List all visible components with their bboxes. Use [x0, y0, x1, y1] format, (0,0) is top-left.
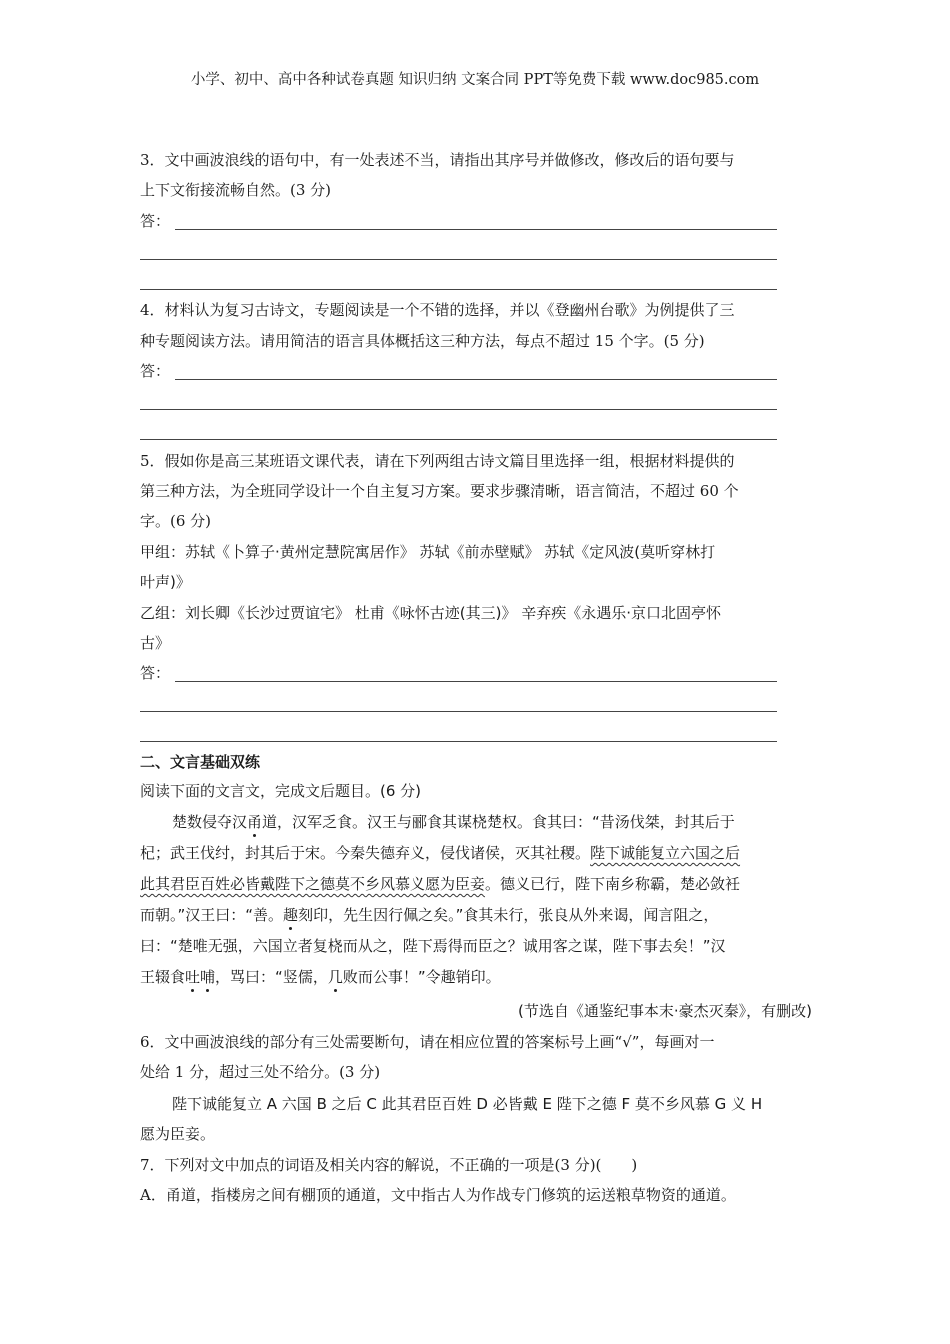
q7-option-a: A．甬道，指楼房之间有棚顶的通道，文中指古人为作战专门修筑的运送粮草物资的通道。: [140, 1186, 736, 1204]
q5-group-jia-line2: 叶声)》: [140, 573, 191, 591]
q5-answer-label: 答：: [140, 664, 171, 682]
passage-line-5: 曰：“楚唯无强，六国立者复桡而从之，陛下焉得而臣之？诚用客之谋，陛下事去矣！”汉: [140, 937, 726, 955]
q3-answer-line-3[interactable]: [140, 289, 777, 290]
q7-text-line1: 7．下列对文中加点的词语及相关内容的解说，不正确的一项是(3 分)( ): [140, 1156, 638, 1174]
passage-source: (节选自《通鉴纪事本末·豪杰灭秦》，有删改): [518, 1002, 812, 1020]
passage-line-3: 此其君臣百姓必皆戴陛下之德莫不乡风慕义愿为臣妾。德义已行，陛下南乡称霸，楚必敛衽: [140, 875, 741, 893]
q3-answer-line-2[interactable]: [140, 259, 777, 260]
passage-line-1: 楚数侵夺汉甬道，汉军乏食。汉王与郦食其谋桡楚权。食其曰：“昔汤伐桀，封其后于: [172, 813, 735, 831]
wavy-underlined-text-1: 陛下诚能复立六国之后: [590, 844, 741, 862]
q6-options-line2: 愿为臣妾。: [140, 1125, 216, 1143]
passage-line-2: 杞；武王伐纣，封其后于宋。今秦失德弃义，侵伐诸侯，灭其社稷。陛下诚能复立六国之后: [140, 844, 741, 862]
wavy-underlined-text-2: 此其君臣百姓必皆戴陛下之德莫不乡风慕义愿为臣妾: [140, 875, 486, 893]
q5-text-line2: 第三种方法，为全班同学设计一个自主复习方案。要求步骤清晰，语言简洁，不超过 60 个: [140, 482, 739, 500]
q6-options-line1[interactable]: 陛下诚能复立 A 六国 B 之后 C 此其君臣百姓 D 必皆戴 E 陛下之德 F 莫不乡风慕 G 义 H: [172, 1095, 763, 1113]
dotted-word-tu: 吐: [185, 968, 201, 986]
q5-text-line3: 字。(6 分): [140, 512, 212, 530]
section-title: 二、文言基础双练: [140, 753, 261, 771]
q4-answer-label: 答：: [140, 362, 171, 380]
q4-answer-line-3[interactable]: [140, 439, 777, 440]
q3-text-line2: 上下文衔接流畅自然。(3 分): [140, 181, 332, 199]
q4-text-line2: 种专题阅读方法。请用简洁的语言具体概括这三种方法，每点不超过 15 个字。(5 分): [140, 332, 705, 350]
q3-answer-line-1[interactable]: [175, 229, 777, 230]
q4-answer-line-1[interactable]: [175, 379, 777, 380]
section-instruction: 阅读下面的文言文，完成文后题目。(6 分): [140, 782, 422, 800]
q5-answer-line-2[interactable]: [140, 711, 777, 712]
q5-group-yi-line1: 乙组：刘长卿《长沙过贾谊宅》 杜甫《咏怀古迹(其三)》 辛弃疾《永遇乐·京口北固亭怀: [140, 604, 722, 622]
page-header: 小学、初中、高中各种试卷真题 知识归纳 文案合同 PPT等免费下载 www.doc985.com: [190, 72, 760, 88]
q6-text-line1: 6．文中画波浪线的部分有三处需要断句，请在相应位置的答案标号上画“√”，每画对一: [140, 1033, 715, 1051]
q6-text-line2: 处给 1 分，超过三处不给分。(3 分): [140, 1063, 381, 1081]
q5-group-jia-line1: 甲组：苏轼《卜算子·黄州定慧院寓居作》 苏轼《前赤壁赋》 苏轼《定风波(莫听穿林打: [140, 543, 716, 561]
q5-answer-line-1[interactable]: [175, 681, 777, 682]
dotted-word-qu: 趣: [283, 906, 299, 924]
q3-text-line1: 3．文中画波浪线的语句中，有一处表述不当，请指出其序号并做修改，修改后的语句要与: [140, 151, 735, 169]
q4-answer-line-2[interactable]: [140, 409, 777, 410]
q5-text-line1: 5．假如你是高三某班语文课代表，请在下列两组古诗文篇目里选择一组，根据材料提供的: [140, 452, 735, 470]
q3-answer-label: 答：: [140, 212, 171, 230]
dotted-word-bu: 哺: [200, 968, 216, 986]
dotted-word-yong: 甬: [247, 813, 263, 831]
q5-group-yi-line2: 古》: [140, 634, 171, 652]
q5-answer-line-3[interactable]: [140, 741, 777, 742]
passage-line-4: 而朝。”汉王曰：“善。趣刻印，先生因行佩之矣。”食其未行，张良从外来谒，闻言阻之，: [140, 906, 719, 924]
passage-line-6: 王辍食吐哺，骂曰：“竖儒，几败而公事！”令趣销印。: [140, 968, 501, 986]
q4-text-line1: 4．材料认为复习古诗文，专题阅读是一个不错的选择，并以《登幽州台歌》为例提供了三: [140, 301, 735, 319]
dotted-word-ji: 几: [327, 968, 343, 986]
